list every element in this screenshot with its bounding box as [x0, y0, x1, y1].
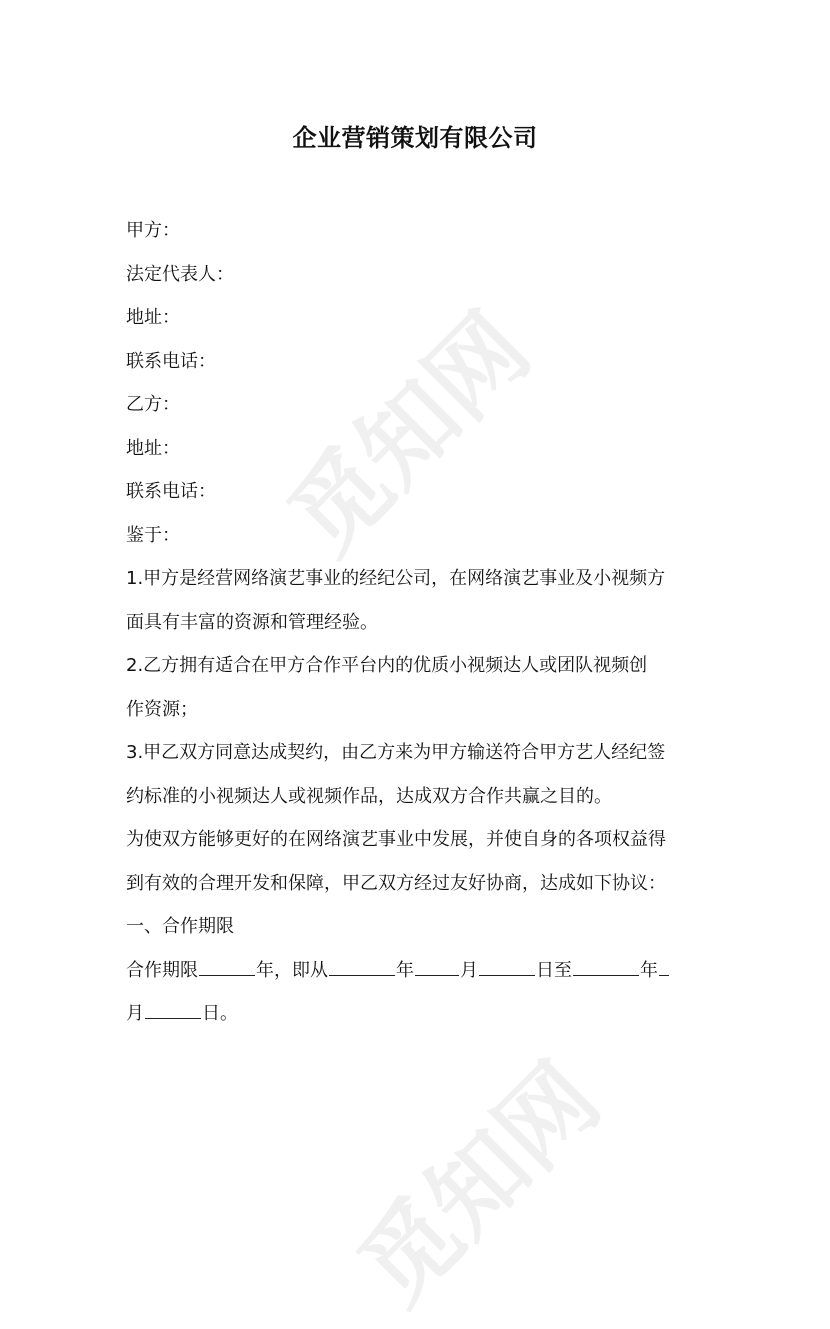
start-month-label: 月	[460, 959, 478, 981]
intro-line-1: 为使双方能够更好的在网络演艺事业中发展，并使自身的各项权益得	[126, 829, 666, 850]
start-year-blank[interactable]	[329, 951, 395, 976]
field-phone-b: 联系电话：	[126, 481, 216, 502]
document-title: 企业营销策划有限公司	[292, 124, 538, 152]
clause-2-line-1: 2.乙方拥有适合在甲方合作平台内的优质小视频达人或团队视频创	[126, 655, 648, 676]
term-line	[126, 949, 716, 993]
clause-1-line-1: 1.甲方是经营网络演艺事业的经纪公司，在网络演艺事业及小视频方	[126, 568, 666, 589]
whereas-label: 鉴于：	[126, 524, 180, 546]
watermark-bottom: 觅知网	[337, 1042, 621, 1326]
field-address-b: 地址：	[126, 437, 180, 459]
field-party-b: 乙方：	[126, 394, 180, 415]
document-body	[126, 209, 716, 1036]
term-years-blank[interactable]	[199, 951, 255, 976]
end-day-blank[interactable]	[145, 994, 201, 1019]
end-year-label: 年	[640, 959, 658, 981]
clause-3-line-1: 3.甲乙双方同意达成契约，由乙方来为甲方输送符合甲方艺人经纪签	[126, 742, 666, 763]
term-label: 合作期限	[126, 959, 198, 981]
end-month-label: 月	[126, 1003, 144, 1024]
start-year-label: 年	[396, 959, 414, 981]
end-month-blank-start[interactable]	[659, 951, 669, 976]
field-phone-a: 联系电话：	[126, 350, 216, 372]
clause-2-line-2: 作资源；	[126, 698, 198, 720]
term-year-from: 年，即从	[256, 959, 328, 981]
watermark: 觅知网	[267, 292, 551, 576]
section-1-heading: 一、合作期限	[126, 916, 234, 937]
clause-1-line-2: 面具有丰富的资源和管理经验。	[126, 611, 378, 633]
end-day-label: 日。	[202, 1003, 238, 1024]
start-day-blank[interactable]	[479, 951, 535, 976]
field-legal-rep: 法定代表人：	[126, 263, 234, 285]
field-party-a: 甲方：	[126, 220, 180, 241]
field-address-a: 地址：	[126, 307, 180, 328]
start-day-to: 日至	[536, 959, 572, 981]
intro-line-2: 到有效的合理开发和保障，甲乙双方经过友好协商，达成如下协议：	[126, 872, 666, 894]
term-line-2	[126, 992, 716, 1036]
end-year-blank[interactable]	[573, 951, 639, 976]
start-month-blank[interactable]	[415, 951, 459, 976]
clause-3-line-2: 约标准的小视频达人或视频作品，达成双方合作共赢之目的。	[126, 785, 612, 807]
